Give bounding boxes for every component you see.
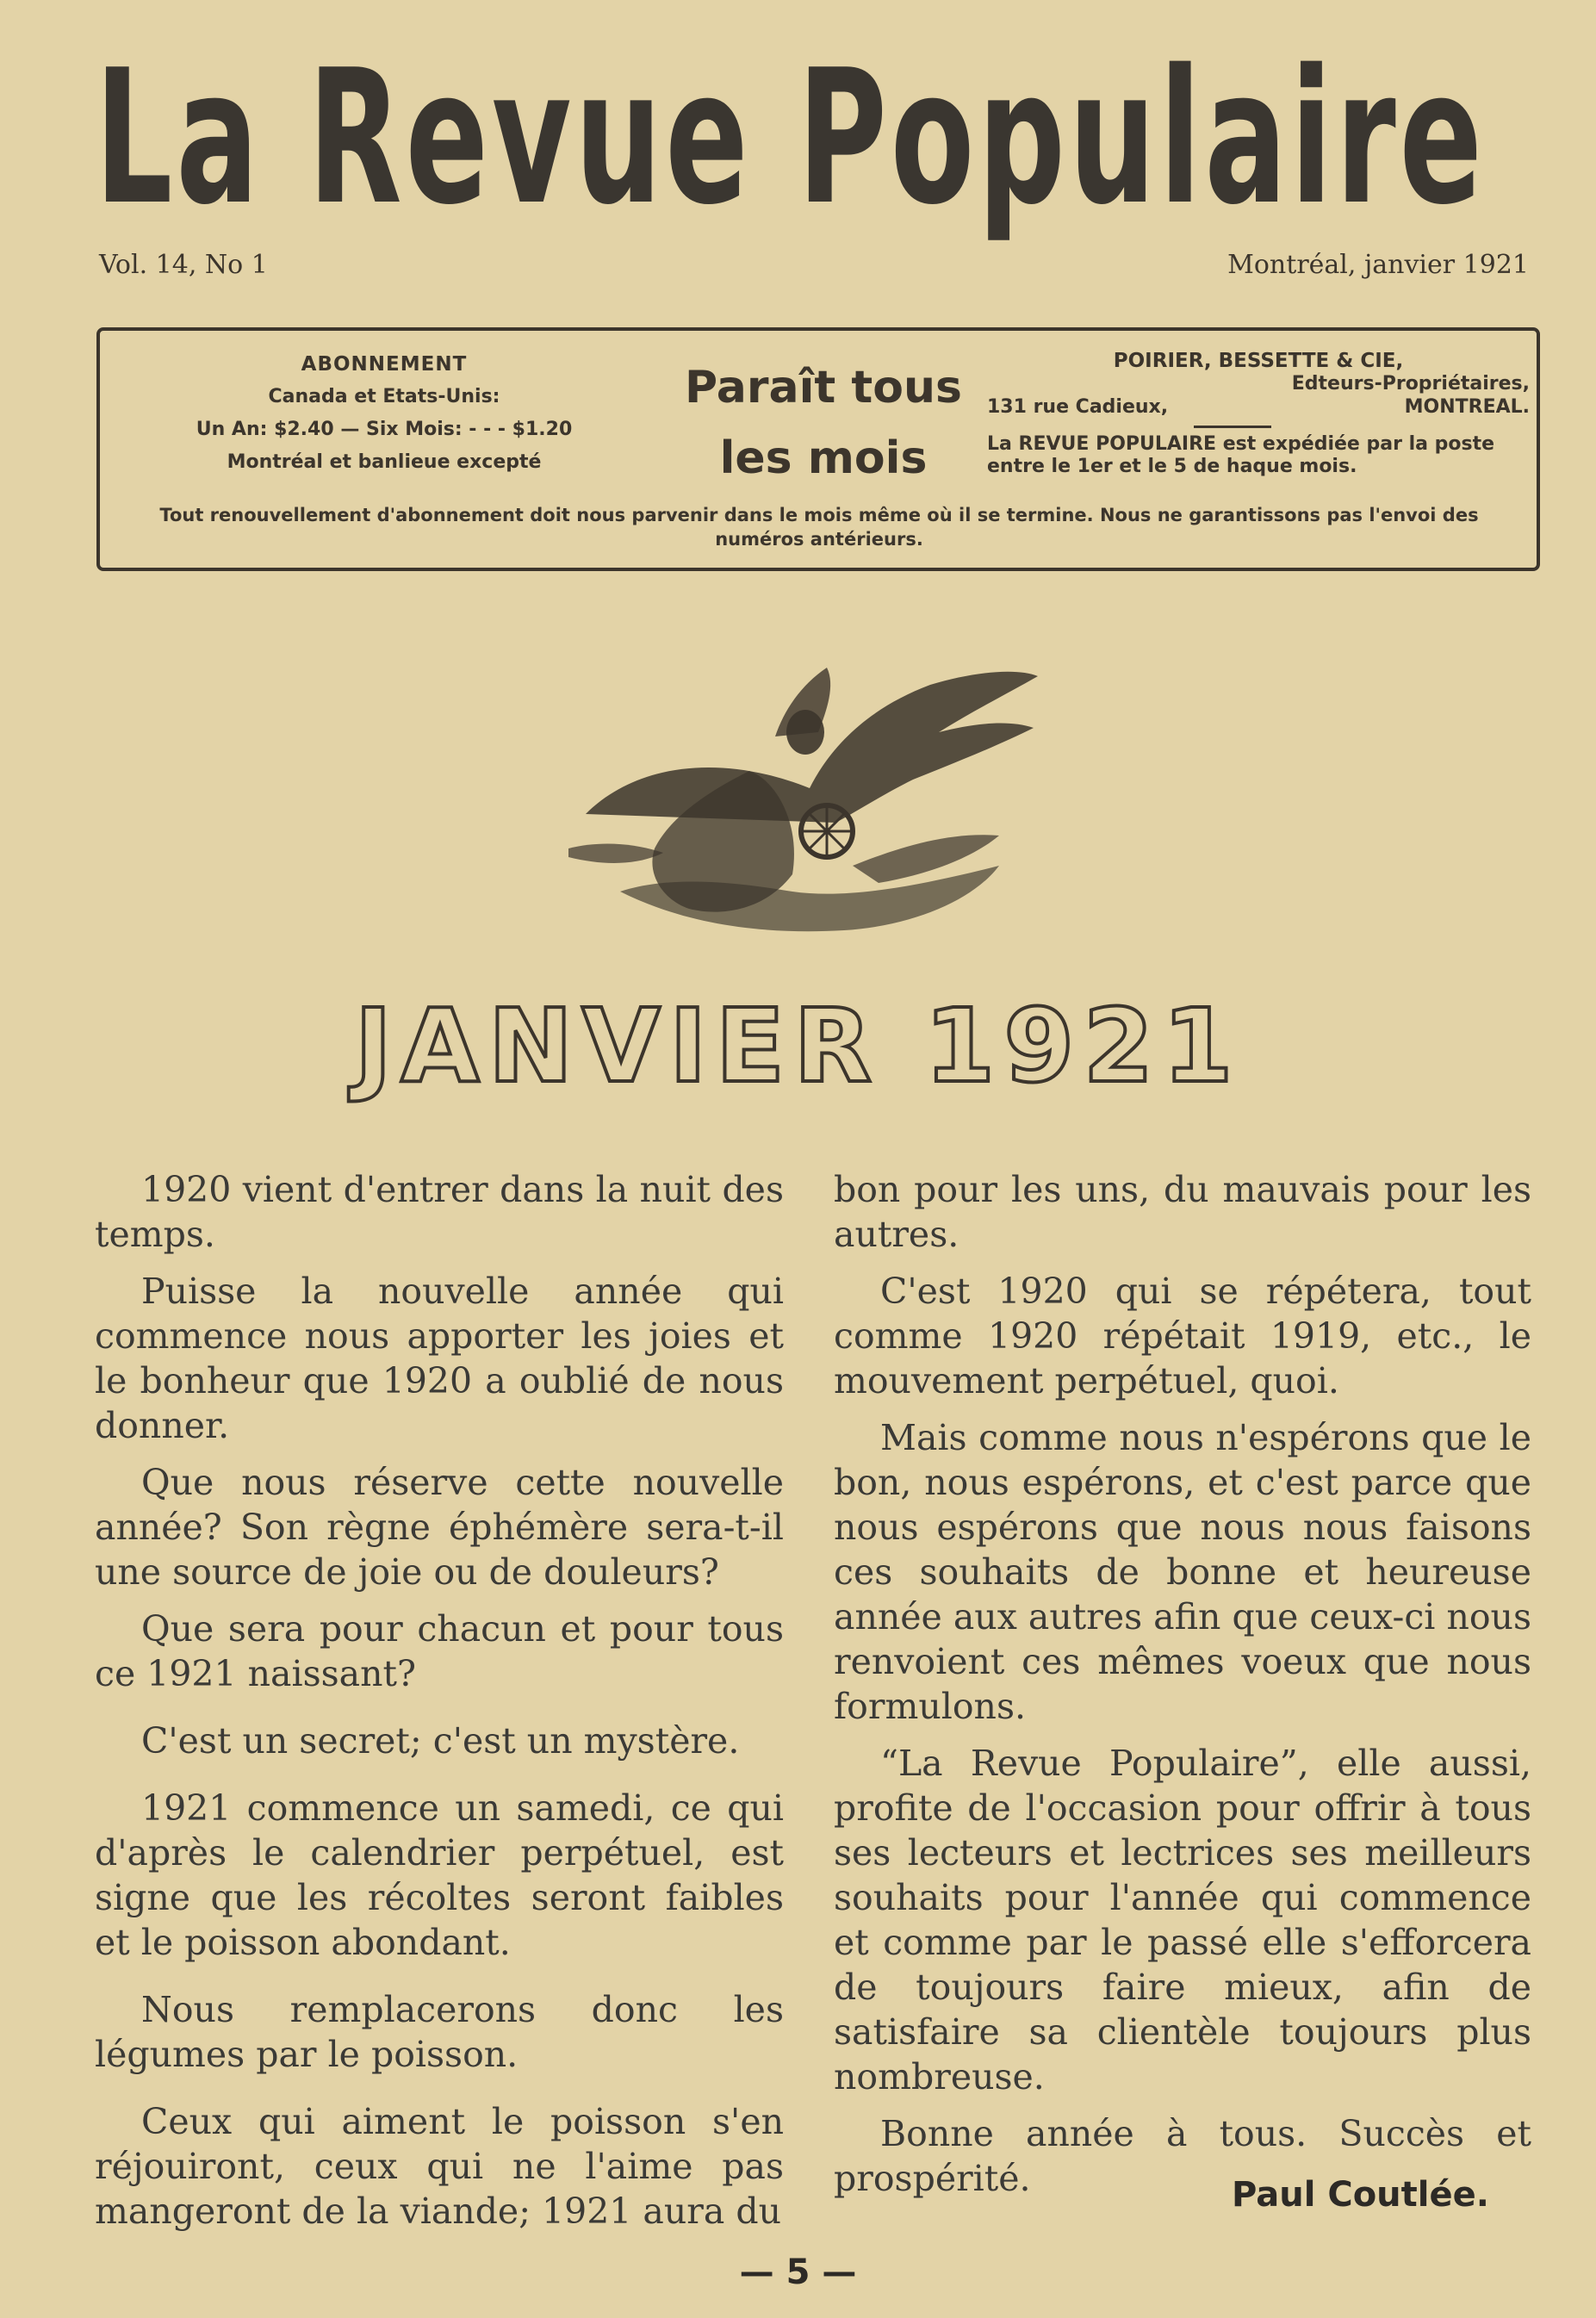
winged-figure-engraving-icon: [568, 650, 1051, 943]
article-paragraph: C'est 1920 qui se répétera, tout comme 1920 répétait 1919, etc., le mouvement perpétuel, quoi.: [834, 1271, 1531, 1401]
subscription-exception: Montréal et banlieue excepté: [227, 451, 542, 473]
subscription-heading: ABONNEMENT: [301, 353, 468, 376]
publisher-info: [987, 348, 1530, 478]
issue-date: Montréal, janvier 1921: [1227, 250, 1529, 280]
publisher-city: MONTREAL.: [1404, 396, 1530, 418]
author-signature: Paul Coutlée.: [1232, 2175, 1489, 2215]
frequency-line-1: Paraît tous: [685, 362, 962, 413]
article-paragraph: Puisse la nouvelle année qui commence nous apporter les joies et le bonheur que 1920 a oublié de nous donner.: [95, 1271, 784, 1446]
divider: [1194, 426, 1271, 428]
article-paragraph: C'est un secret; c'est un mystère.: [141, 1720, 740, 1762]
frequency-line-2: les mois: [719, 432, 928, 484]
article-paragraph: Que nous réserve cette nouvelle année? Son règne éphémère sera-t-il une source de joie ou de douleurs?: [95, 1462, 784, 1593]
subscription-region: Canada et Etats-Unis:: [268, 386, 500, 407]
subscription-info: [100, 348, 668, 479]
masthead-title: La Revue Populaire: [95, 29, 1486, 245]
frequency-notice: [651, 352, 996, 494]
publisher-role: Edteurs-Propriétaires,: [1291, 373, 1530, 395]
publisher-address: 131 rue Cadieux,: [987, 396, 1169, 418]
headline: JANVIER 1921: [354, 986, 1242, 1105]
page-number: — 5 —: [739, 2253, 857, 2292]
article-paragraph: Bonne année à tous. Succès et prospérité.: [834, 2113, 1531, 2199]
volume-number: Vol. 14, No 1: [99, 250, 268, 280]
article-paragraph: bon pour les uns, du mauvais pour les autres.: [834, 1169, 1531, 1255]
article-paragraph: 1921 commence un samedi, ce qui d'après le calendrier perpétuel, est signe que les récoltes seront faibles et le poisson abondant.: [95, 1787, 784, 1963]
subscription-prices: Un An: $2.40 — Six Mois: - - - $1.20: [196, 419, 573, 440]
article-column-right: [834, 1167, 1531, 2213]
article-paragraph: Nous remplacerons donc les légumes par le poisson.: [95, 1989, 784, 2075]
subscription-box: [96, 327, 1540, 571]
article-column-left: [95, 1167, 784, 2246]
article-paragraph: 1920 vient d'entrer dans la nuit des temps.: [95, 1169, 784, 1255]
article-paragraph: “La Revue Populaire”, elle aussi, profite de l'occasion pour offrir à tous ses lecteurs et lectrices ses meilleurs souhaits pour l'année qui commence et comme par le passé elle s'efforcera de toujours faire mieux, afin de satisfaire sa clientèle toujours plus nombreuse.: [834, 1743, 1531, 2097]
renewal-notice: Tout renouvellement d'abonnement doit nous parvenir dans le mois même où il se termine. Nous ne garantissons pas l'envoi des numéros antérieurs.: [159, 505, 1479, 550]
publisher-address-row: [987, 395, 1530, 420]
article-paragraph: Ceux qui aiment le poisson s'en réjouiront, ceux qui ne l'aime pas mangeront de la viande; 1921 aura du: [95, 2101, 784, 2232]
mailing-notice: La REVUE POPULAIRE est expédiée par la poste entre le 1er et le 5 de haque mois.: [987, 433, 1495, 477]
article-paragraph: Que sera pour chacun et pour tous ce 1921 naissant?: [95, 1608, 784, 1694]
publisher-name: POIRIER, BESSETTE & CIE,: [1113, 350, 1404, 372]
article-paragraph: Mais comme nous n'espérons que le bon, nous espérons, et c'est parce que nous espérons que nous nous faisons ces souhaits de bonne et heureuse année aux autres afin que ceux-ci nous renvoient ces mêmes voeux que nous formulons.: [834, 1417, 1531, 1727]
